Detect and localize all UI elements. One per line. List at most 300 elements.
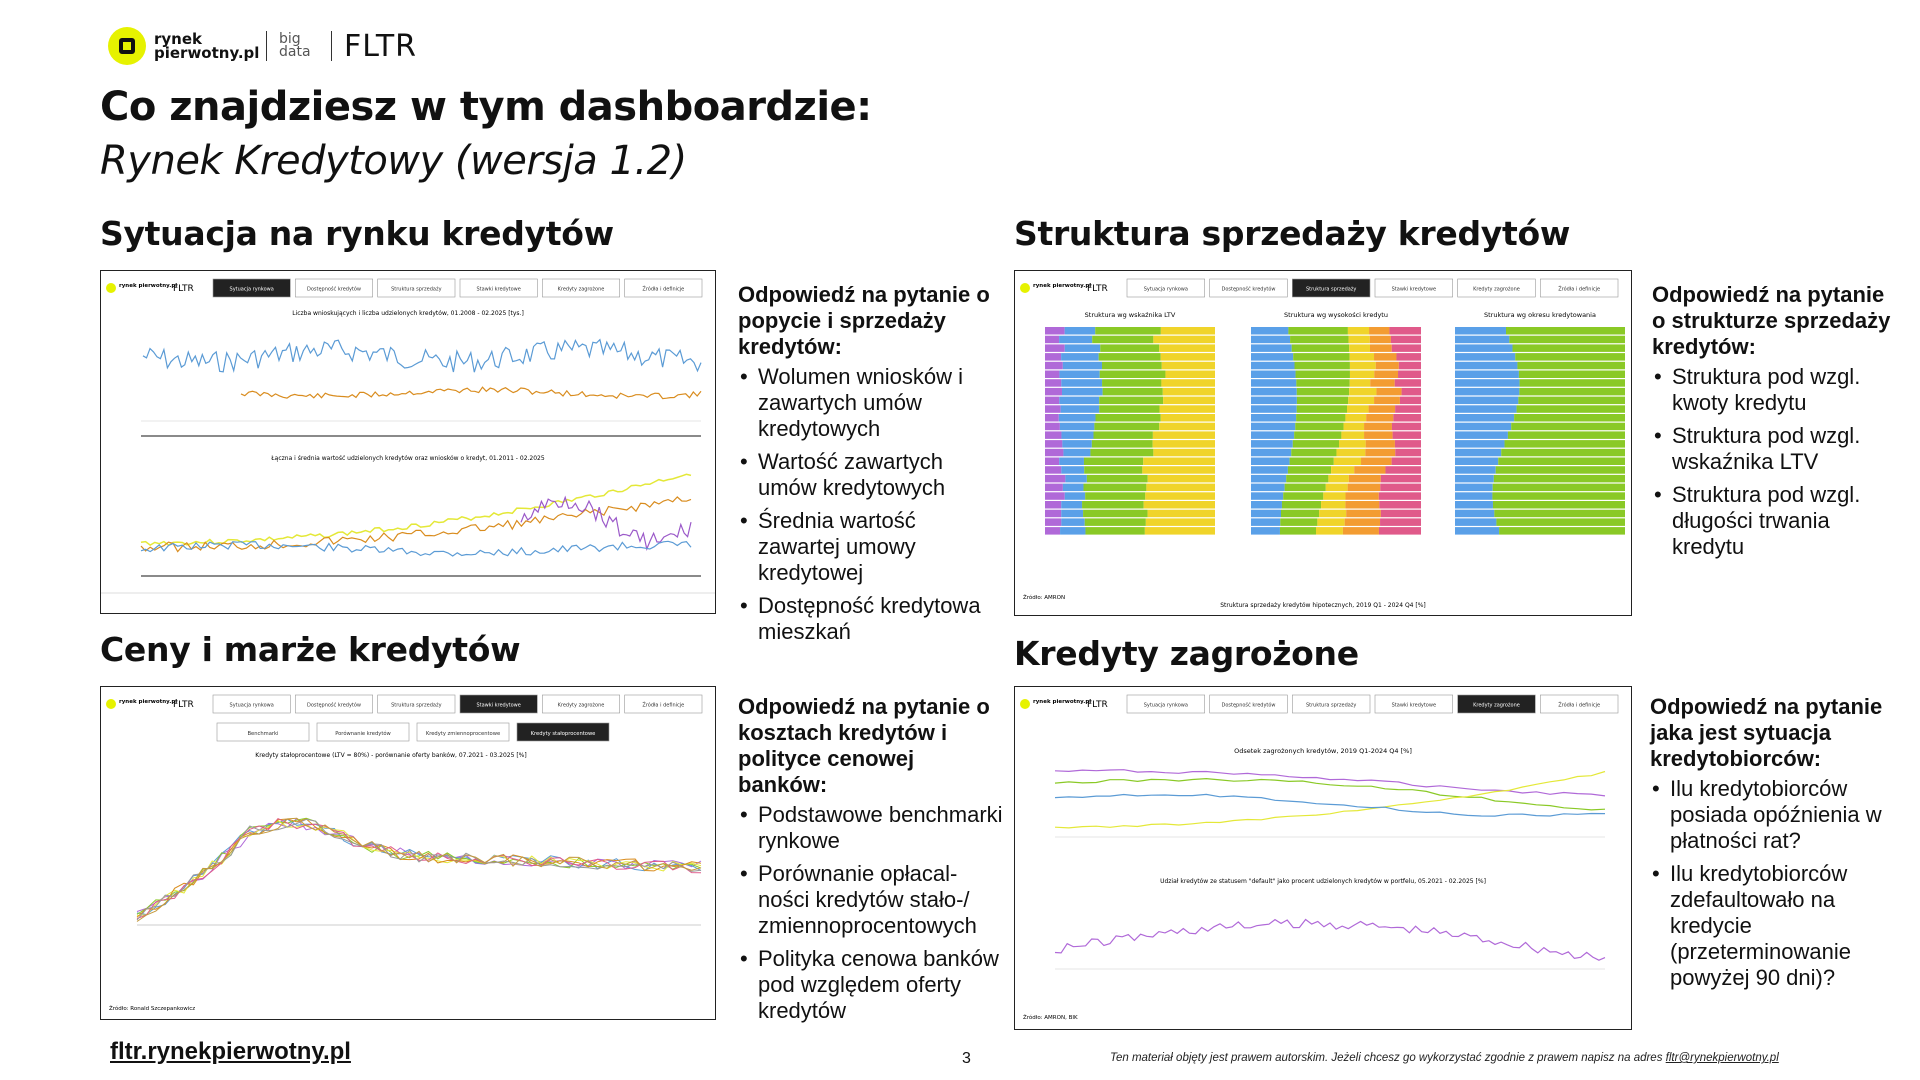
mini-stack-segment (1376, 388, 1401, 396)
mini-tab-label: Dostępność kredytów (306, 286, 362, 293)
mini-tab-label: Struktura sprzedaży (1305, 286, 1357, 293)
mini-stack-segment (1251, 431, 1294, 439)
mini-stack-segment (1296, 371, 1350, 379)
mini-stack-segment (1370, 344, 1392, 352)
bullet-list-zagrozone (1650, 776, 1900, 991)
mini-stack-segment (1326, 484, 1348, 492)
mini-logo-icon (1020, 699, 1030, 709)
mini-stack-segment (1297, 388, 1349, 396)
mini-stack-segment (1513, 344, 1625, 352)
mini-stack-segment (1379, 492, 1421, 500)
mini-stack-segment (1045, 510, 1061, 518)
brand-name: rynek pierwotny.pl (154, 30, 260, 62)
mini-stack-segment (1045, 371, 1059, 379)
mini-chart-title-2: Łączna i średnia wartość udzielonych kredytów oraz wniosków o kredyt, 01.2011 - 02.2025 (271, 455, 545, 462)
mini-stack-segment (1350, 379, 1371, 387)
mini-stack-segment (1381, 510, 1421, 518)
thumbnail-sytuacja[interactable] (100, 270, 716, 614)
mini-source: Źródło: AMRON, BIK (1023, 1015, 1078, 1021)
mini-stack-segment (1494, 475, 1625, 483)
mini-stack-segment (1293, 353, 1349, 361)
mini-stack-segment (1251, 484, 1285, 492)
mini-stack-segment (1514, 414, 1625, 422)
mini-stack-segment (1251, 388, 1297, 396)
mini-stack-segment (1087, 475, 1148, 483)
mini-chart-title: Liczba wnioskujących i liczba udzielonych kredytów, 01.2008 - 02.2025 [tys.] (292, 310, 524, 317)
mini-stack-segment (1251, 475, 1286, 483)
mini-stack-segment (1082, 501, 1144, 509)
mini-stack-segment (1100, 371, 1166, 379)
mini-stack-segment (1165, 371, 1215, 379)
mini-stack-segment (1350, 371, 1374, 379)
mini-stack-segment (1045, 458, 1059, 466)
mini-subtab-label: Kredyty stałoprocentowe (530, 731, 596, 737)
mini-stack-segment (1376, 362, 1399, 370)
mini-stack-segment (1065, 327, 1096, 335)
mini-stack-segment (1364, 423, 1392, 431)
mini-stack-segment (1455, 431, 1508, 439)
mini-stack-segment (1293, 440, 1339, 448)
mini-series-2 (1055, 779, 1605, 810)
thumbnail-zagrozone[interactable] (1014, 686, 1632, 1030)
mini-stack-segment (1251, 527, 1280, 535)
mini-stack-segment (1251, 362, 1294, 370)
mini-stack-segment (1385, 466, 1421, 474)
mini-stack-segment (1395, 379, 1421, 387)
mini-logo-icon (106, 283, 116, 293)
mini-tab-label: Sytuacja rynkowa (229, 702, 274, 709)
mini-stack-segment (1281, 510, 1319, 518)
mini-stack-segment (1045, 449, 1063, 457)
mini-stack-segment (1282, 501, 1321, 509)
bullet-item: • Polityka cenowa banków pod względem oferty kredytów (738, 946, 1008, 1024)
mini-stack-segment (1350, 362, 1376, 370)
mini-bank-series (137, 821, 701, 916)
mini-stack-segment (1146, 484, 1215, 492)
ceny-dashboard-preview (101, 687, 715, 1019)
mini-stack-segment (1492, 492, 1625, 500)
mini-stack-segment (1084, 466, 1142, 474)
mini-stack-segment (1455, 518, 1496, 526)
mini-stack-segment (1374, 371, 1398, 379)
copyright-notice (1110, 1052, 1779, 1064)
mini-stack-segment (1369, 327, 1389, 335)
mini-stack-segment (1395, 440, 1421, 448)
mini-stack-segment (1395, 405, 1421, 413)
mini-series-1 (1055, 770, 1605, 796)
mini-stack-segment (1090, 449, 1153, 457)
mini-stack-segment (1349, 344, 1370, 352)
mini-stack-segment (1361, 458, 1392, 466)
mini-tab-label: Dostępność kredytów (1221, 286, 1276, 293)
mini-stack-segment (1380, 518, 1421, 526)
mini-stack-segment (1145, 527, 1215, 535)
mini-stack-segment (1059, 371, 1099, 379)
struktura-dashboard-preview (1015, 271, 1631, 615)
mini-tab-label: Źródła i definicje (1558, 702, 1601, 709)
mini-stack-segment (1499, 527, 1625, 535)
mini-stack-segment (1061, 379, 1102, 387)
mini-stack-segment (1285, 484, 1326, 492)
mini-tab-label: Sytuacja rynkowa (229, 286, 274, 293)
section-title-ceny: Ceny i marże kredytów (100, 630, 521, 669)
zagrozone-dashboard-preview (1015, 687, 1631, 1029)
mini-tab-label: Stawki kredytowe (476, 286, 521, 293)
mini-stack-segment (1455, 475, 1494, 483)
mini-stack-segment (1455, 353, 1515, 361)
mini-stack-segment (1518, 397, 1625, 405)
mini-stack-segment (1251, 423, 1295, 431)
mini-brand: rynek pierwotny.pl (1033, 699, 1092, 705)
mini-stack-segment (1346, 510, 1381, 518)
mini-stack-segment (1059, 336, 1092, 344)
mini-stack-segment (1045, 397, 1059, 405)
description-zagrozone (1650, 694, 1900, 998)
mini-stack-segment (1455, 484, 1493, 492)
mini-stack-segment (1045, 405, 1061, 413)
mini-stack-segment (1493, 501, 1625, 509)
mini-stack-segment (1511, 423, 1625, 431)
mini-stack-segment (1396, 353, 1421, 361)
bullet-list-sytuacja (738, 364, 1000, 645)
mini-stack-segment (1061, 518, 1084, 526)
mini-series-avg-value (141, 474, 691, 545)
mini-stack-segment (1061, 501, 1082, 509)
mini-bank-series (137, 819, 701, 917)
mini-stack-segment (1065, 344, 1100, 352)
mini-stack-segment (1349, 336, 1370, 344)
mini-stack-segment (1365, 449, 1395, 457)
mini-stack-segment (1153, 440, 1215, 448)
mini-stack-segment (1366, 440, 1395, 448)
mini-stack-segment (1159, 423, 1215, 431)
mini-stack-segment (1095, 327, 1161, 335)
mini-tab-label: Struktura sprzedaży (391, 702, 442, 709)
mini-stack-segment (1374, 397, 1400, 405)
mini-stack-segment (1288, 466, 1331, 474)
mini-stack-segment (1455, 466, 1496, 474)
mini-stack-segment (1290, 458, 1334, 466)
bullet-item: • Ilu kredytobiorców posiada opóźnienia w płatności rat? (1650, 776, 1900, 854)
mini-stack-segment (1251, 397, 1297, 405)
mini-stack-segment (1455, 449, 1501, 457)
mini-stack-segment (1062, 388, 1103, 396)
mini-stack-segment (1321, 501, 1345, 509)
mini-stack-segment (1336, 449, 1365, 457)
mini-panel-title: Struktura wg wysokości kredytu (1284, 311, 1388, 319)
description-ceny (738, 694, 1008, 1031)
mini-tab-label: Źródła i definicje (642, 702, 685, 709)
footer-link[interactable]: fltr.rynekpierwotny.pl (110, 1038, 351, 1065)
mini-stack-segment (1280, 518, 1317, 526)
mini-stack-segment (1455, 397, 1518, 405)
question-sytuacja: Odpowiedź na pytanie o popycie i sprzedaży kredytów: (738, 282, 990, 359)
mini-panel-title: Struktura wg wskaźnika LTV (1084, 311, 1176, 319)
mini-stack-segment (1455, 458, 1498, 466)
mini-stack-segment (1148, 475, 1215, 483)
bullet-item: • Wolumen wniosków i zawartych umów kredytowych (738, 364, 1000, 442)
mini-stack-segment (1163, 388, 1215, 396)
mini-stack-segment (1519, 388, 1625, 396)
mini-stack-segment (1083, 510, 1148, 518)
mini-stack-segment (1348, 327, 1369, 335)
mini-stack-segment (1153, 336, 1215, 344)
mini-stack-segment (1251, 405, 1297, 413)
mini-stack-segment (1348, 484, 1381, 492)
mini-stack-segment (1379, 527, 1421, 535)
mini-stack-segment (1060, 527, 1085, 535)
mini-stack-segment (1520, 379, 1625, 387)
mini-stack-segment (1096, 414, 1161, 422)
mini-stack-segment (1519, 371, 1625, 379)
mini-stack-segment (1142, 466, 1215, 474)
mini-tab-label: Kredyty zagrożone (1473, 702, 1520, 709)
mini-series-applications (143, 340, 701, 373)
mini-stack-segment (1251, 371, 1296, 379)
mini-tab-label: Stawki kredytowe (476, 702, 521, 709)
mini-stack-segment (1099, 353, 1161, 361)
mini-stack-segment (1455, 440, 1505, 448)
mini-stack-segment (1366, 414, 1393, 422)
mini-stack-segment (1063, 362, 1102, 370)
mini-stack-segment (1498, 458, 1625, 466)
mini-stack-segment (1496, 466, 1625, 474)
mini-stack-segment (1061, 510, 1083, 518)
mini-stack-segment (1297, 397, 1348, 405)
bullet-item: • Średnia wartość zawartej umowy kredytowej (738, 508, 1000, 586)
mini-stack-segment (1045, 379, 1061, 387)
mini-stack-segment (1251, 458, 1290, 466)
mini-stack-segment (1045, 388, 1062, 396)
mini-stack-segment (1517, 405, 1625, 413)
mini-stack-segment (1065, 475, 1086, 483)
mini-stack-segment (1094, 431, 1153, 439)
mini-stack-segment (1295, 423, 1343, 431)
mini-stack-segment (1374, 353, 1396, 361)
bullet-item: • Ilu kredytobiorców zdefaultowało na kredycie (przeterminowanie powyżej 90 dni)? (1650, 861, 1900, 991)
mini-stack-segment (1163, 397, 1215, 405)
mini-stack-segment (1092, 336, 1153, 344)
mini-tab-label: Źródła i definicje (1558, 286, 1601, 293)
mini-chart-title: Odsetek zagrożonych kredytów, 2019 Q1-2024 Q4 [%] (1234, 747, 1412, 755)
mini-tab-label: Stawki kredytowe (1391, 702, 1437, 709)
mini-stack-segment (1345, 492, 1378, 500)
mini-stack-segment (1331, 466, 1354, 474)
mini-stack-segment (1317, 518, 1344, 526)
mini-stack-segment (1251, 440, 1293, 448)
mini-stack-segment (1102, 362, 1162, 370)
thumbnail-struktura[interactable] (1014, 270, 1632, 616)
mini-stack-segment (1501, 449, 1625, 457)
mini-stack-segment (1455, 527, 1499, 535)
mini-tab-label: Stawki kredytowe (1391, 286, 1437, 293)
mini-stack-segment (1160, 405, 1215, 413)
mini-stack-segment (1251, 449, 1291, 457)
mini-source: Źródło: AMRON (1023, 595, 1066, 601)
mini-stack-segment (1319, 510, 1346, 518)
mini-stack-segment (1251, 510, 1281, 518)
thumbnail-ceny[interactable] (100, 686, 716, 1020)
question-ceny: Odpowiedź na pytanie o kosztach kredytów i polityce cenowej banków: (738, 694, 990, 797)
mini-stack-segment (1045, 336, 1059, 344)
mini-stack-segment (1144, 501, 1215, 509)
bullet-item: • Podstawowe benchmarki rynkowe (738, 802, 1008, 854)
mini-stack-segment (1370, 379, 1394, 387)
mini-stack-segment (1398, 371, 1421, 379)
section-title-zagrozone: Kredyty zagrożone (1014, 634, 1359, 673)
mini-stack-segment (1059, 414, 1096, 422)
bullet-item: • Struktura pod wzgl. kwoty kredytu (1652, 364, 1902, 416)
mini-stack-segment (1045, 518, 1061, 526)
mini-stack-segment (1288, 327, 1348, 335)
copyright-email-link[interactable]: fltr@rynekpierwotny.pl (1665, 1052, 1779, 1064)
mini-stack-segment (1161, 379, 1215, 387)
mini-stack-segment (1146, 518, 1215, 526)
mini-stack-segment (1455, 501, 1493, 509)
mini-stack-segment (1062, 440, 1091, 448)
mini-tab-label: Kredyty zagrożone (557, 286, 605, 293)
mini-stack-segment (1045, 414, 1059, 422)
mini-stack-segment (1292, 344, 1349, 352)
mini-stack-segment (1493, 484, 1625, 492)
mini-stack-segment (1381, 475, 1421, 483)
mini-stack-segment (1045, 527, 1060, 535)
mini-stack-segment (1251, 414, 1296, 422)
mini-stack-segment (1045, 327, 1065, 335)
description-sytuacja (738, 282, 1000, 652)
mini-stack-segment (1455, 371, 1519, 379)
mini-series-4 (1055, 794, 1605, 816)
mini-stack-segment (1296, 379, 1349, 387)
mini-stack-segment (1100, 344, 1159, 352)
mini-stack-segment (1509, 336, 1625, 344)
bigdata-label: big data (279, 31, 311, 60)
header-logo (108, 26, 417, 66)
mini-stack-segment (1061, 405, 1100, 413)
mini-stack-segment (1354, 466, 1385, 474)
question-struktura: Odpowiedź na pytanie o strukturze sprzedaży kredytów: (1652, 282, 1891, 359)
mini-stack-segment (1291, 449, 1336, 457)
mini-chart-title-2: Udział kredytów ze statusem "default" jako procent udzielonych kredytów w portfelu, 05.2021 - 02.2025 [%] (1160, 878, 1486, 885)
mini-bank-series (137, 819, 701, 912)
mini-stack-segment (1045, 362, 1063, 370)
mini-subtab-label: Porównanie kredytów (335, 731, 391, 737)
rynekpierwotny-logo-icon (108, 27, 146, 65)
mini-stack-segment (1344, 423, 1365, 431)
mini-stack-segment (1343, 527, 1379, 535)
mini-stack-segment (1350, 353, 1374, 361)
bullet-item: • Porównanie opłacal-ności kredytów stało-/ zmiennoprocentowych (738, 861, 1008, 939)
section-title-sytuacja: Sytuacja na rynku kredytów (100, 214, 614, 253)
mini-stack-segment (1061, 353, 1099, 361)
mini-stack-segment (1084, 458, 1143, 466)
mini-stack-segment (1251, 353, 1293, 361)
mini-stack-segment (1280, 527, 1316, 535)
mini-stack-segment (1455, 327, 1506, 335)
mini-tab-label: Kredyty zagrożone (1473, 286, 1520, 293)
bullet-list-ceny (738, 802, 1008, 1024)
mini-stack-segment (1391, 336, 1421, 344)
mini-stack-segment (1455, 379, 1520, 387)
mini-stack-segment (1153, 431, 1215, 439)
mini-stack-segment (1294, 362, 1349, 370)
mini-stack-segment (1251, 379, 1296, 387)
mini-stack-segment (1370, 336, 1391, 344)
mini-stack-segment (1347, 405, 1369, 413)
mini-stack-segment (1251, 336, 1290, 344)
mini-tab-label: Kredyty zagrożone (557, 702, 605, 709)
mini-stack-segment (1392, 344, 1421, 352)
mini-subtab-label: Kredyty zmiennoprocentowe (425, 731, 501, 737)
mini-tab-label: Sytuacja rynkowa (1143, 286, 1188, 293)
mini-stack-segment (1395, 449, 1421, 457)
mini-stack-segment (1400, 397, 1421, 405)
mini-stack-segment (1103, 388, 1163, 396)
mini-stack-segment (1059, 397, 1099, 405)
mini-stack-segment (1393, 431, 1421, 439)
mini-stack-segment (1061, 431, 1093, 439)
mini-stack-segment (1145, 492, 1215, 500)
mini-brand: rynek pierwotny.pl (119, 283, 178, 289)
bullet-item: • Wartość zawartych umów kredytowych (738, 449, 1000, 501)
mini-stack-segment (1099, 405, 1159, 413)
mini-stack-segment (1505, 440, 1625, 448)
mini-stack-segment (1251, 466, 1288, 474)
mini-subtab-label: Benchmarki (247, 731, 279, 737)
mini-stack-segment (1455, 388, 1519, 396)
mini-stack-segment (1455, 362, 1517, 370)
mini-stack-segment (1369, 405, 1396, 413)
page-subtitle: Rynek Kredytowy (wersja 1.2) (100, 138, 687, 184)
mini-stack-segment (1161, 327, 1215, 335)
mini-stack-segment (1060, 423, 1094, 431)
mini-stack-segment (1286, 475, 1328, 483)
mini-logo-icon (106, 699, 116, 709)
mini-stack-segment (1345, 518, 1380, 526)
mini-stack-segment (1143, 458, 1215, 466)
bullet-item: • Dostępność kredytowa mieszkań (738, 593, 1000, 645)
mini-series-default (1055, 920, 1605, 961)
mini-stack-segment (1392, 458, 1421, 466)
mini-stack-segment (1045, 492, 1065, 500)
mini-stack-segment (1393, 414, 1421, 422)
mini-stack-segment (1455, 414, 1514, 422)
mini-stack-segment (1161, 414, 1215, 422)
description-struktura (1652, 282, 1902, 567)
mini-stack-segment (1045, 475, 1065, 483)
mini-stack-segment (1084, 484, 1147, 492)
mini-series-loans (241, 387, 701, 398)
mini-stack-segment (1063, 449, 1090, 457)
mini-stack-segment (1455, 336, 1509, 344)
mini-stack-segment (1045, 423, 1060, 431)
bullet-list-struktura (1652, 364, 1902, 560)
sytuacja-dashboard-preview (101, 271, 715, 613)
mini-stack-segment (1063, 484, 1084, 492)
mini-stack-segment (1296, 414, 1345, 422)
mini-stack-segment (1045, 353, 1061, 361)
question-zagrozone: Odpowiedź na pytanie jaka jest sytuacja kredytobiorców: (1650, 694, 1883, 771)
bullet-item: • Struktura pod wzgl. wskaźnika LTV (1652, 423, 1902, 475)
mini-bank-series (137, 819, 701, 914)
mini-tab-label: Dostępność kredytów (1221, 702, 1276, 709)
mini-stack-segment (1334, 458, 1361, 466)
mini-tab-label: Źródła i definicje (642, 286, 685, 293)
mini-stack-segment (1506, 327, 1625, 335)
mini-stack-segment (1348, 397, 1374, 405)
page-number: 3 (962, 1050, 971, 1067)
mini-stack-segment (1099, 397, 1163, 405)
